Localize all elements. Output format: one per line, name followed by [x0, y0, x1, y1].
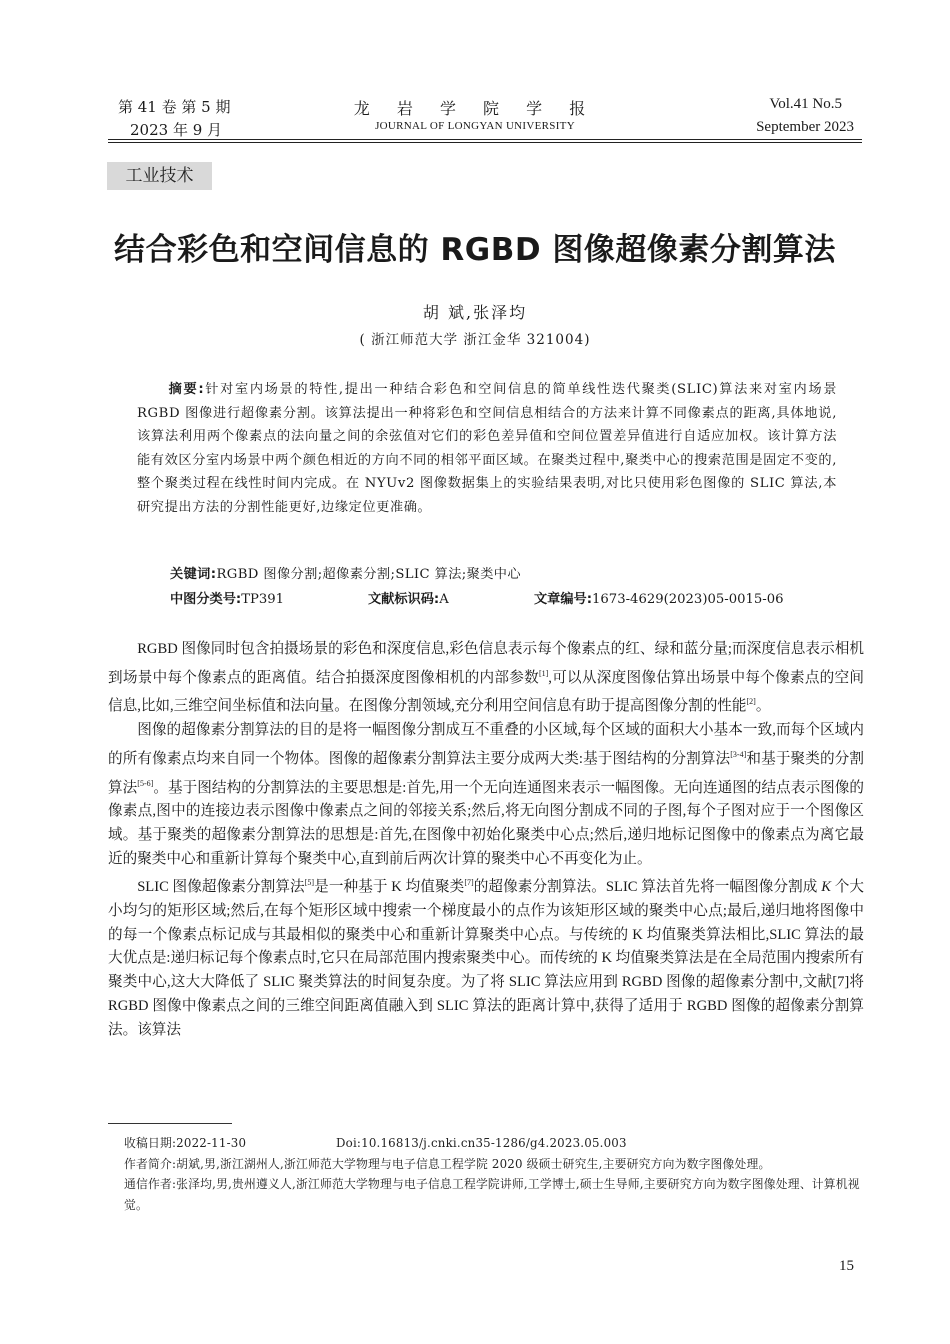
citation-3-4[interactable]: [3-4] [730, 749, 747, 759]
received-date: 收稿日期:2022-11-30 [124, 1136, 247, 1150]
document-code [368, 588, 449, 607]
abstract-text: 针对室内场景的特性,提出一种结合彩色和空间信息的简单线性迭代聚类(SLIC)算法来对室内场景 RGBD 图像进行超像素分割。该算法提出一种将彩色和空间信息相结合的方法来计算不同像素点的距离,具体地说,该算法利用两个像素点的法向量之间的余弦值对它们的彩色差异值和空间位置差异值进行自适应加权。该计算方法能有效区分室内场景中两个颜色相近的方向不同的相邻平面区域。在聚类过程中,聚类中心的搜索范围是固定不变的,整个聚类过程在线性时间内完成。在 NYUv2 图像数据集上的实验结果表明,对比只使用彩色图像的 SLIC 算法,本研究提出方法的分割性能更好,边缘定位更准确。 [137, 382, 837, 515]
keywords-label: 关键词: [170, 567, 217, 582]
doc-code-value: A [439, 592, 449, 607]
abstract-label: 摘要: [168, 382, 205, 397]
citation-2[interactable]: [2] [746, 697, 756, 707]
header-rule-thick [108, 139, 862, 140]
p3-text-a: SLIC 图像超像素分割算法 [137, 879, 305, 896]
p1-text-a: RGBD 图像同时包含拍摄场景的彩色和深度信息,彩色信息表示每个像素点的红、绿和蓝分量;而深度信息表示相机到场景中每个像素点的距离值。结合拍摄深度图像相机的内部参数 [108, 641, 864, 686]
p3-text-c: 的超像素分割算法。SLIC 算法首先将一幅图像分割成 [473, 879, 822, 896]
citation-7[interactable]: [7] [464, 878, 474, 888]
keywords [170, 563, 521, 582]
article-no-value: 1673-4629(2023)05-0015-06 [592, 592, 784, 607]
citation-5[interactable]: [5] [304, 878, 315, 888]
keywords-text: RGBD 图像分割;超像素分割;SLIC 算法;聚类中心 [216, 567, 521, 582]
received-date-line [108, 1133, 864, 1154]
p1-text-c: 。 [755, 698, 771, 715]
abstract [137, 378, 837, 519]
p2-text-a: 图像的超像素分割算法的目的是将一幅图像分割成互不重叠的小区域,每个区域的面积大小基本一致,而每个区域内的所有像素点均来自同一个物体。图像的超像素分割算法主要分成两大类:基于图结构的分割算法 [108, 722, 864, 767]
affiliation: ( 浙江师范大学 浙江金华 321004) [359, 332, 591, 348]
year-month: 2023 年 9 月 [130, 121, 223, 139]
p1-text-b: ,可以从深度图像估算出场景中每个像素点的空间信息,比如,三维空间坐标值和法向量。在图像分割领域,充分利用空间信息有助于提高图像分割的性能 [108, 669, 864, 715]
article-no-label: 文章编号: [534, 592, 593, 607]
citation-1[interactable]: [1] [538, 668, 549, 678]
body-text [108, 638, 864, 1042]
volume-en: Vol.41 No.5 [769, 96, 842, 112]
volume-issue: 第 41 卷 第 5 期 [118, 98, 231, 116]
clc-label: 中图分类号: [170, 592, 242, 607]
k-italic: K [821, 879, 831, 896]
paragraph-3 [108, 871, 864, 1042]
corresponding-author: 通信作者:张泽均,男,贵州遵义人,浙江师范大学物理与电子信息工程学院讲师,工学博士,硕士生导师,主要研究方向为数字图像处理、计算机视觉。 [124, 1177, 860, 1212]
authors: 胡 斌,张泽均 [422, 303, 528, 322]
paragraph-1 [108, 638, 864, 719]
clc-value: TP391 [241, 592, 285, 607]
paragraph-2 [108, 719, 864, 871]
paper-title: 结合彩色和空间信息的 RGBD 图像超像素分割算法 [114, 232, 836, 268]
p3-text-b: 是一种基于 K 均值聚类 [314, 879, 465, 896]
footnotes [108, 1133, 864, 1215]
header-rule-thin [108, 142, 862, 143]
doc-code-label: 文献标识码: [368, 592, 440, 607]
column-tag: 工业技术 [107, 162, 212, 190]
p2-text-c: 。基于图结构的分割算法的主要思想是:首先,用一个无向连通图来表示一幅图像。无向连通图的结点表示图像的像素点,图中的连接边表示图像中像素点之间的邻接关系;然后,将无向图分割成不同的子图,每个子图对应于一个图像区域。基于聚类的超像素分割算法的思想是:首先,在图像中初始化聚类中心点;然后,递归地标记图像中的像素点为离它最近的聚类中心和重新计算每个聚类中心,直到前后两次计算的聚类中心不再变化为止。 [108, 779, 864, 867]
citation-5-6[interactable]: [5-6] [137, 778, 154, 788]
p2-text-b: 和基于聚类的分割算法 [108, 750, 864, 796]
p3-text-d: 个大小均匀的矩形区域;然后,在每个矩形区域中搜索一个梯度最小的点作为该矩形区域的聚类中心点;最后,递归地将图像中的每一个像素点标记成与其最相似的聚类中心和重新计算聚类中心点。与传统的 K 均值聚类算法相比,SLIC 算法的最大优点是:递归标记每个像素点时,它只在局部范围内搜索聚类中心。而传统的 K 均值聚类算法是在全局范围内搜索所有聚类中心,这大大降低了 SLIC 聚类算法的时间复杂度。为了将 SLIC 算法应用到 RGBD 图像的超像素分割中,文献[7]将 RGBD 图像中像素点之间的三维空间距离值融入到 SLIC 算法的距离计算中,获得了适用于 RGBD 图像的超像素分割算法。该算法 [108, 879, 864, 1038]
footnote-rule [108, 1123, 232, 1124]
journal-name-cn: 龙 岩 学 院 学 报 [353, 99, 597, 118]
clc-number [170, 588, 284, 607]
article-number [534, 588, 784, 607]
journal-name-en: JOURNAL OF LONGYAN UNIVERSITY [375, 120, 575, 132]
date-en: September 2023 [756, 119, 854, 135]
page-number: 15 [839, 1258, 854, 1274]
doi[interactable]: Doi:10.16813/j.cnki.cn35-1286/g4.2023.05.003 [336, 1136, 627, 1150]
author-bio: 作者简介:胡斌,男,浙江湖州人,浙江师范大学物理与电子信息工程学院 2020 级硕士研究生,主要研究方向为数字图像处理。 [124, 1156, 771, 1171]
